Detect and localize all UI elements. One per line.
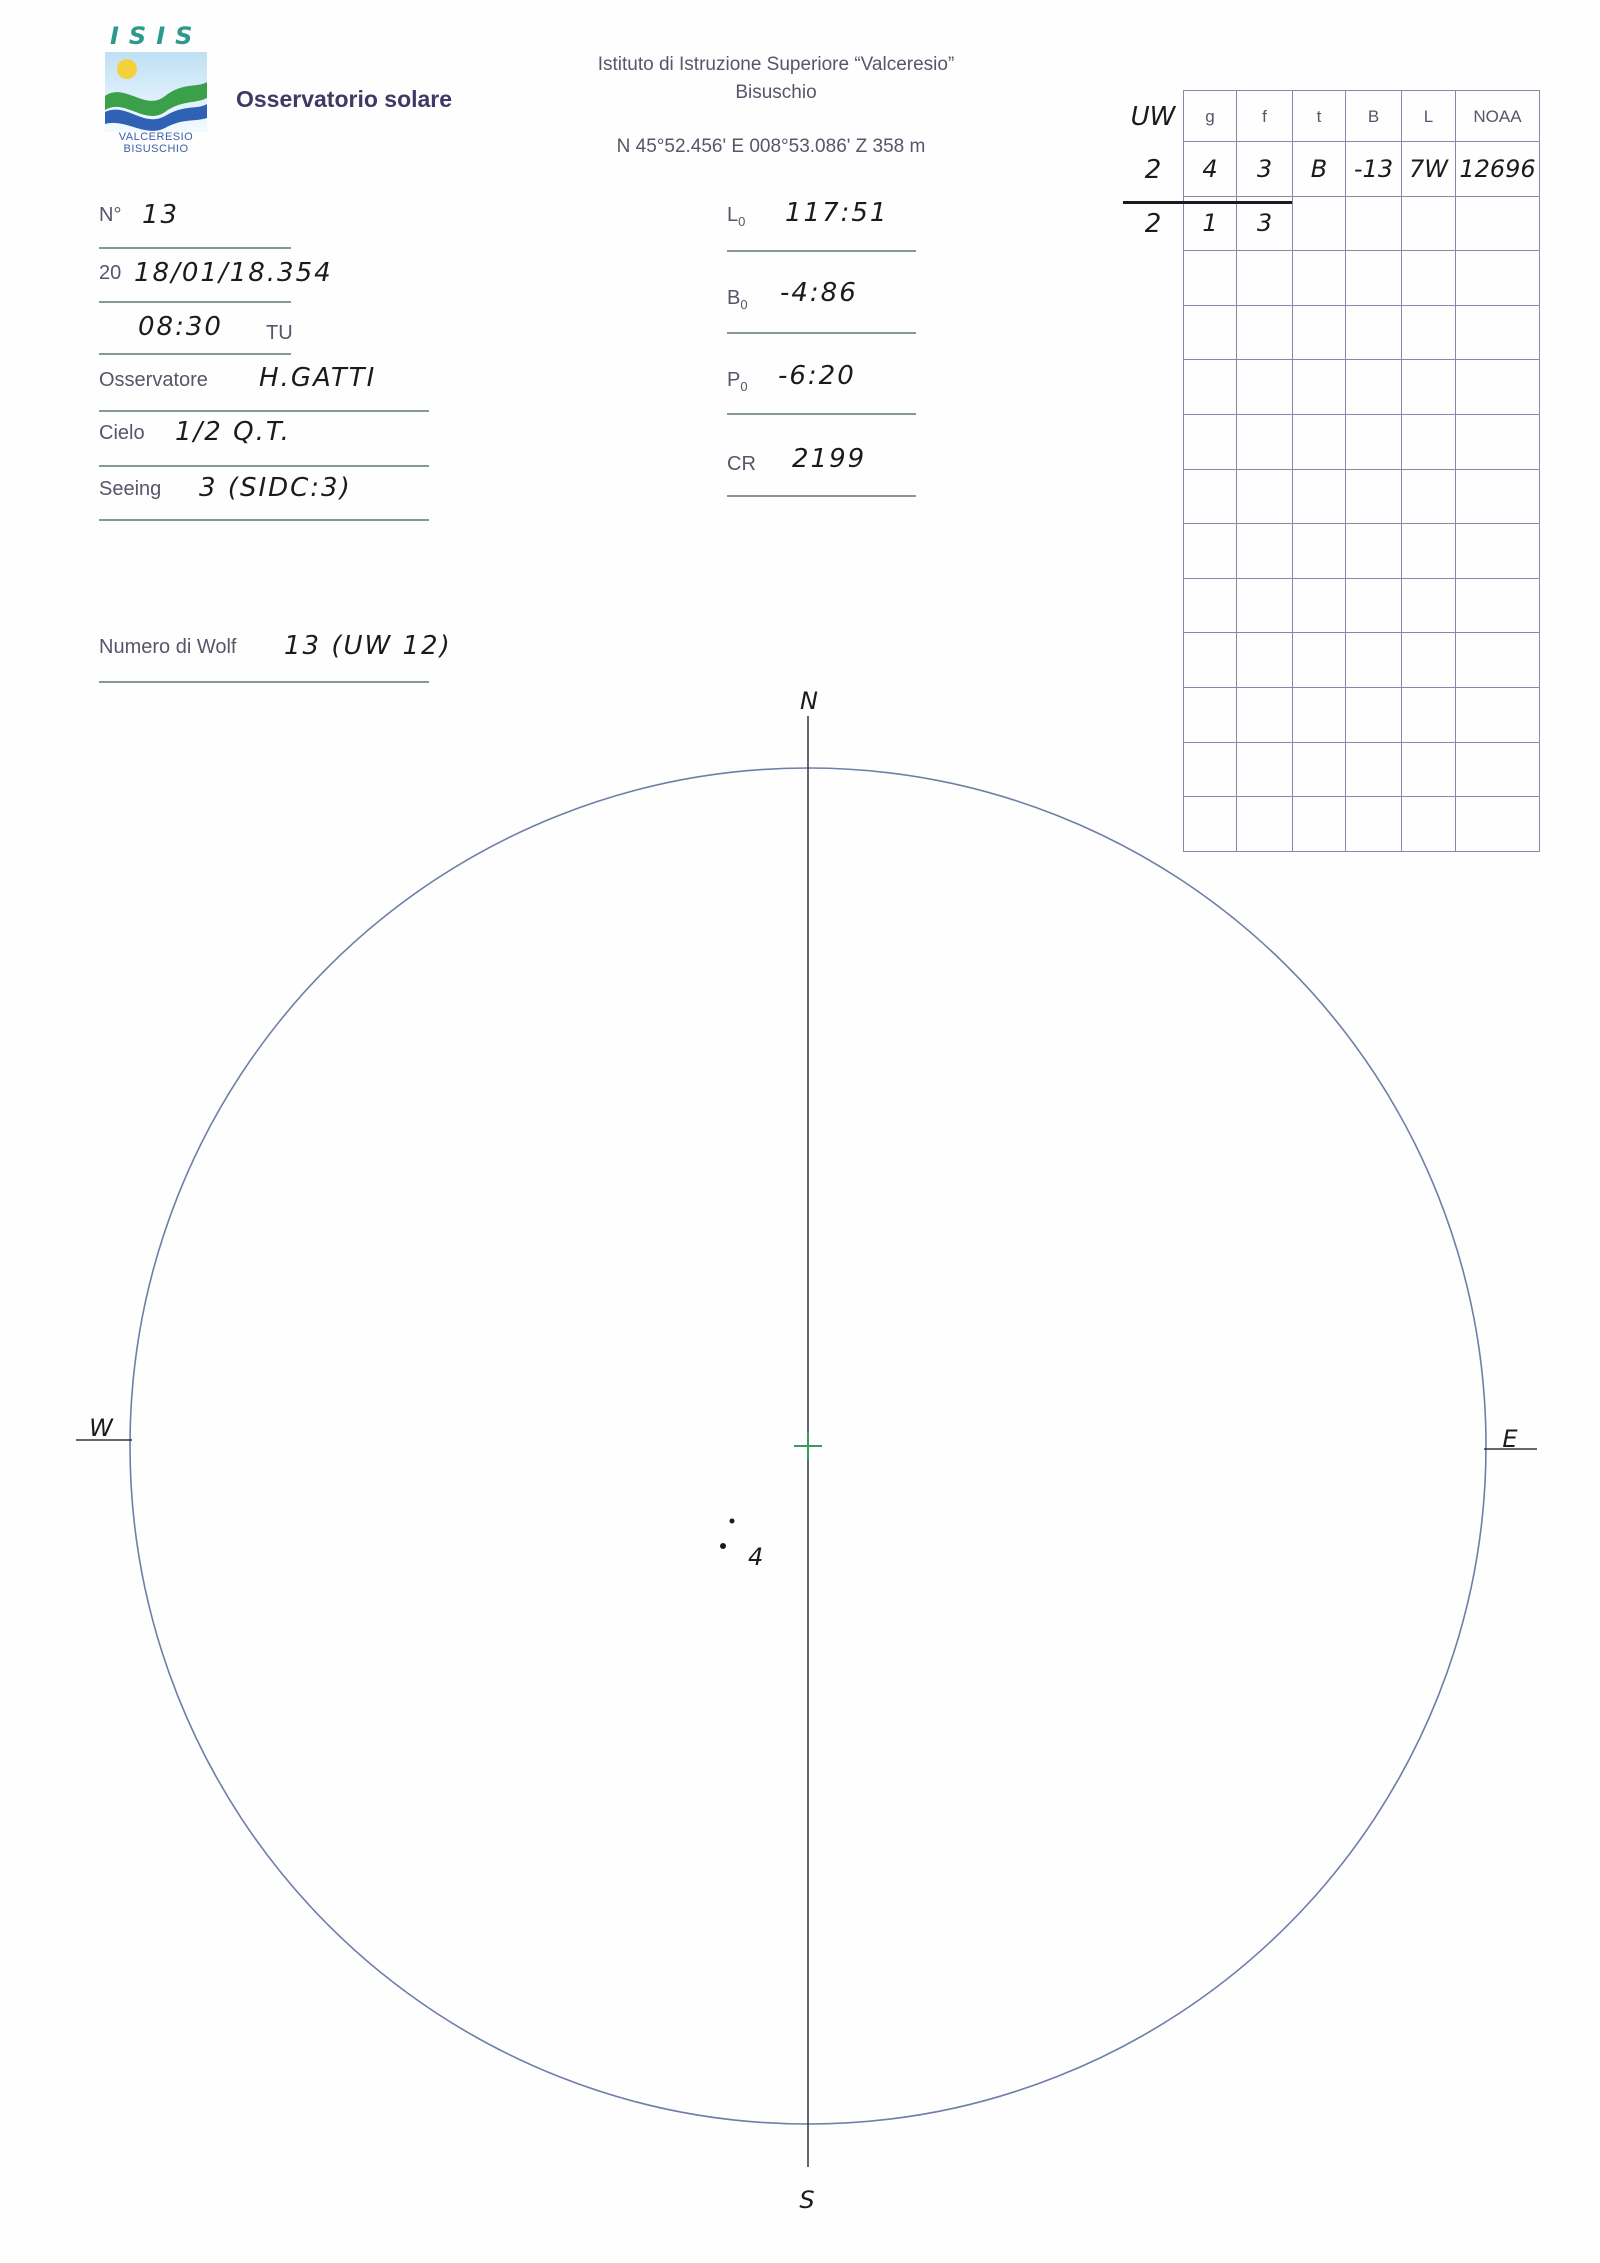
table-cell bbox=[1237, 415, 1293, 470]
l0-label bbox=[727, 205, 745, 228]
south-label: S bbox=[799, 2186, 815, 2214]
column-header-f: f bbox=[1237, 91, 1293, 142]
cr-value: 2199 bbox=[792, 444, 867, 474]
table-cell bbox=[1293, 470, 1346, 525]
observer-rule bbox=[99, 410, 429, 412]
observer-label: Osservatore bbox=[99, 369, 208, 391]
spot-group-label: 4 bbox=[748, 1543, 764, 1571]
number-label: N° bbox=[99, 204, 122, 226]
table-cell bbox=[1456, 197, 1540, 252]
page-title: Osservatorio solare bbox=[236, 86, 453, 112]
institute-town: Bisuschio bbox=[735, 82, 817, 103]
table-cell bbox=[1237, 524, 1293, 579]
table-cell bbox=[1293, 579, 1346, 634]
table-cell: 7W bbox=[1402, 142, 1456, 197]
p0-label bbox=[727, 370, 748, 393]
logo-text-line1: VALCERESIO bbox=[118, 131, 194, 143]
groups-table bbox=[1183, 90, 1540, 852]
table-cell bbox=[1237, 579, 1293, 634]
uw-row-value bbox=[1123, 688, 1183, 743]
table-cell bbox=[1402, 633, 1456, 688]
table-cell bbox=[1346, 797, 1402, 852]
table-cell bbox=[1456, 524, 1540, 579]
table-cell bbox=[1184, 524, 1237, 579]
l0-rule bbox=[727, 250, 916, 252]
table-cell bbox=[1456, 797, 1540, 852]
sky-value: 1/2 Q.T. bbox=[175, 417, 291, 447]
p0-rule bbox=[727, 413, 916, 415]
table-cell bbox=[1346, 579, 1402, 634]
logo-emblem-icon bbox=[105, 52, 207, 132]
uw-row-value bbox=[1123, 361, 1183, 416]
table-cell bbox=[1293, 360, 1346, 415]
table-cell bbox=[1293, 797, 1346, 852]
b0-label-subscript: 0 bbox=[740, 297, 748, 312]
uw-row-value bbox=[1123, 634, 1183, 689]
table-cell bbox=[1237, 688, 1293, 743]
table-cell bbox=[1184, 797, 1237, 852]
west-label: W bbox=[89, 1414, 113, 1442]
uw-row-value: 2 bbox=[1144, 209, 1162, 240]
date-rule bbox=[99, 301, 291, 303]
l0-label-subscript: 0 bbox=[738, 214, 746, 229]
table-cell bbox=[1402, 470, 1456, 525]
table-cell bbox=[1402, 797, 1456, 852]
table-cell bbox=[1456, 579, 1540, 634]
uw-row-value: 2 bbox=[1144, 154, 1162, 185]
table-cell bbox=[1456, 360, 1540, 415]
wolf-number-rule bbox=[99, 681, 429, 683]
table-cell bbox=[1346, 743, 1402, 798]
uw-row-value bbox=[1123, 579, 1183, 634]
table-cell bbox=[1402, 306, 1456, 361]
table-cell bbox=[1293, 633, 1346, 688]
time-value: 08:30 bbox=[138, 312, 223, 342]
uw-row-value bbox=[1123, 743, 1183, 798]
table-cell bbox=[1456, 470, 1540, 525]
table-cell bbox=[1237, 797, 1293, 852]
sky-rule bbox=[99, 465, 429, 467]
uw-row-value bbox=[1123, 415, 1183, 470]
cr-rule bbox=[727, 495, 916, 497]
table-cell bbox=[1237, 743, 1293, 798]
institute-name: Istituto di Istruzione Superiore “Valceresio” bbox=[597, 54, 955, 75]
table-cell bbox=[1402, 743, 1456, 798]
table-cell bbox=[1456, 415, 1540, 470]
wolf-number-label: Numero di Wolf bbox=[99, 636, 237, 658]
table-cell bbox=[1402, 688, 1456, 743]
observatory-location: N 45°52.456' E 008°53.086' Z 358 m bbox=[616, 136, 926, 157]
table-cell bbox=[1402, 415, 1456, 470]
cr-label: CR bbox=[727, 453, 756, 475]
table-cell bbox=[1346, 470, 1402, 525]
table-cell bbox=[1402, 197, 1456, 252]
table-cell: B bbox=[1293, 142, 1346, 197]
table-cell bbox=[1456, 633, 1540, 688]
table-cell bbox=[1184, 743, 1237, 798]
b0-value: -4:86 bbox=[780, 278, 858, 308]
table-cell bbox=[1456, 251, 1540, 306]
observer-value: H.GATTI bbox=[259, 363, 377, 393]
table-cell: 1 bbox=[1184, 197, 1237, 252]
table-cell bbox=[1346, 306, 1402, 361]
sunspot bbox=[730, 1519, 735, 1524]
wolf-number-value: 13 (UW 12) bbox=[284, 631, 452, 661]
table-cell bbox=[1237, 470, 1293, 525]
table-cell bbox=[1346, 251, 1402, 306]
table-cell bbox=[1456, 688, 1540, 743]
logo-mark: ISIS bbox=[110, 22, 203, 50]
table-handwritten-rule bbox=[1123, 201, 1292, 204]
table-cell bbox=[1293, 524, 1346, 579]
table-cell bbox=[1293, 306, 1346, 361]
logo-text-line2: BISUSCHIO bbox=[123, 143, 189, 155]
p0-value: -6:20 bbox=[778, 361, 856, 391]
table-cell bbox=[1184, 688, 1237, 743]
table-cell bbox=[1237, 633, 1293, 688]
table-cell bbox=[1346, 633, 1402, 688]
table-cell bbox=[1184, 306, 1237, 361]
table-cell bbox=[1402, 360, 1456, 415]
table-cell bbox=[1346, 524, 1402, 579]
north-label: N bbox=[800, 687, 818, 715]
column-header-l: L bbox=[1402, 91, 1456, 142]
number-rule bbox=[99, 247, 291, 249]
sunspot bbox=[720, 1543, 726, 1549]
table-cell: 3 bbox=[1237, 142, 1293, 197]
table-cell bbox=[1184, 579, 1237, 634]
column-header-t: t bbox=[1293, 91, 1346, 142]
table-cell bbox=[1184, 415, 1237, 470]
l0-value: 117:51 bbox=[785, 198, 889, 228]
table-cell bbox=[1184, 470, 1237, 525]
table-cell bbox=[1346, 415, 1402, 470]
seeing-value: 3 (SIDC:3) bbox=[199, 473, 352, 503]
table-cell bbox=[1237, 251, 1293, 306]
date-value: 18/01/18.354 bbox=[134, 258, 333, 288]
table-cell bbox=[1293, 251, 1346, 306]
b0-label bbox=[727, 288, 748, 311]
east-label: E bbox=[1502, 1425, 1518, 1453]
table-cell: 12696 bbox=[1456, 142, 1540, 197]
table-cell: 4 bbox=[1184, 142, 1237, 197]
date-prefix: 20 bbox=[99, 262, 122, 284]
table-cell bbox=[1184, 251, 1237, 306]
column-header-noaa: NOAA bbox=[1456, 91, 1540, 142]
table-cell bbox=[1237, 306, 1293, 361]
number-value: 13 bbox=[142, 200, 180, 230]
time-unit: TU bbox=[266, 322, 293, 344]
p0-label-letter: P bbox=[727, 369, 741, 391]
table-cell bbox=[1346, 688, 1402, 743]
table-cell: -13 bbox=[1346, 142, 1402, 197]
uw-row-value bbox=[1123, 306, 1183, 361]
table-cell bbox=[1346, 197, 1402, 252]
table-cell bbox=[1402, 579, 1456, 634]
column-header-b: B bbox=[1346, 91, 1402, 142]
table-cell bbox=[1456, 306, 1540, 361]
table-cell bbox=[1184, 633, 1237, 688]
table-cell bbox=[1293, 415, 1346, 470]
table-cell bbox=[1237, 360, 1293, 415]
seeing-rule bbox=[99, 519, 429, 521]
uw-header: UW bbox=[1130, 102, 1176, 132]
sky-label: Cielo bbox=[99, 422, 145, 444]
groups-table-uw-column bbox=[1123, 92, 1183, 853]
l0-label-letter: L bbox=[727, 204, 739, 226]
table-cell bbox=[1293, 688, 1346, 743]
uw-row-value bbox=[1123, 252, 1183, 307]
table-cell bbox=[1402, 251, 1456, 306]
table-cell bbox=[1184, 360, 1237, 415]
b0-label-letter: B bbox=[727, 287, 741, 309]
time-rule bbox=[99, 353, 291, 355]
b0-rule bbox=[727, 332, 916, 334]
uw-row-value bbox=[1123, 470, 1183, 525]
p0-label-subscript: 0 bbox=[740, 379, 748, 394]
table-cell bbox=[1346, 360, 1402, 415]
table-cell bbox=[1293, 743, 1346, 798]
uw-row-value bbox=[1123, 525, 1183, 580]
column-header-g: g bbox=[1184, 91, 1237, 142]
table-cell: 3 bbox=[1237, 197, 1293, 252]
seeing-label: Seeing bbox=[99, 478, 162, 500]
table-cell bbox=[1456, 743, 1540, 798]
uw-row-value bbox=[1123, 798, 1183, 853]
table-cell bbox=[1402, 524, 1456, 579]
table-cell bbox=[1293, 197, 1346, 252]
